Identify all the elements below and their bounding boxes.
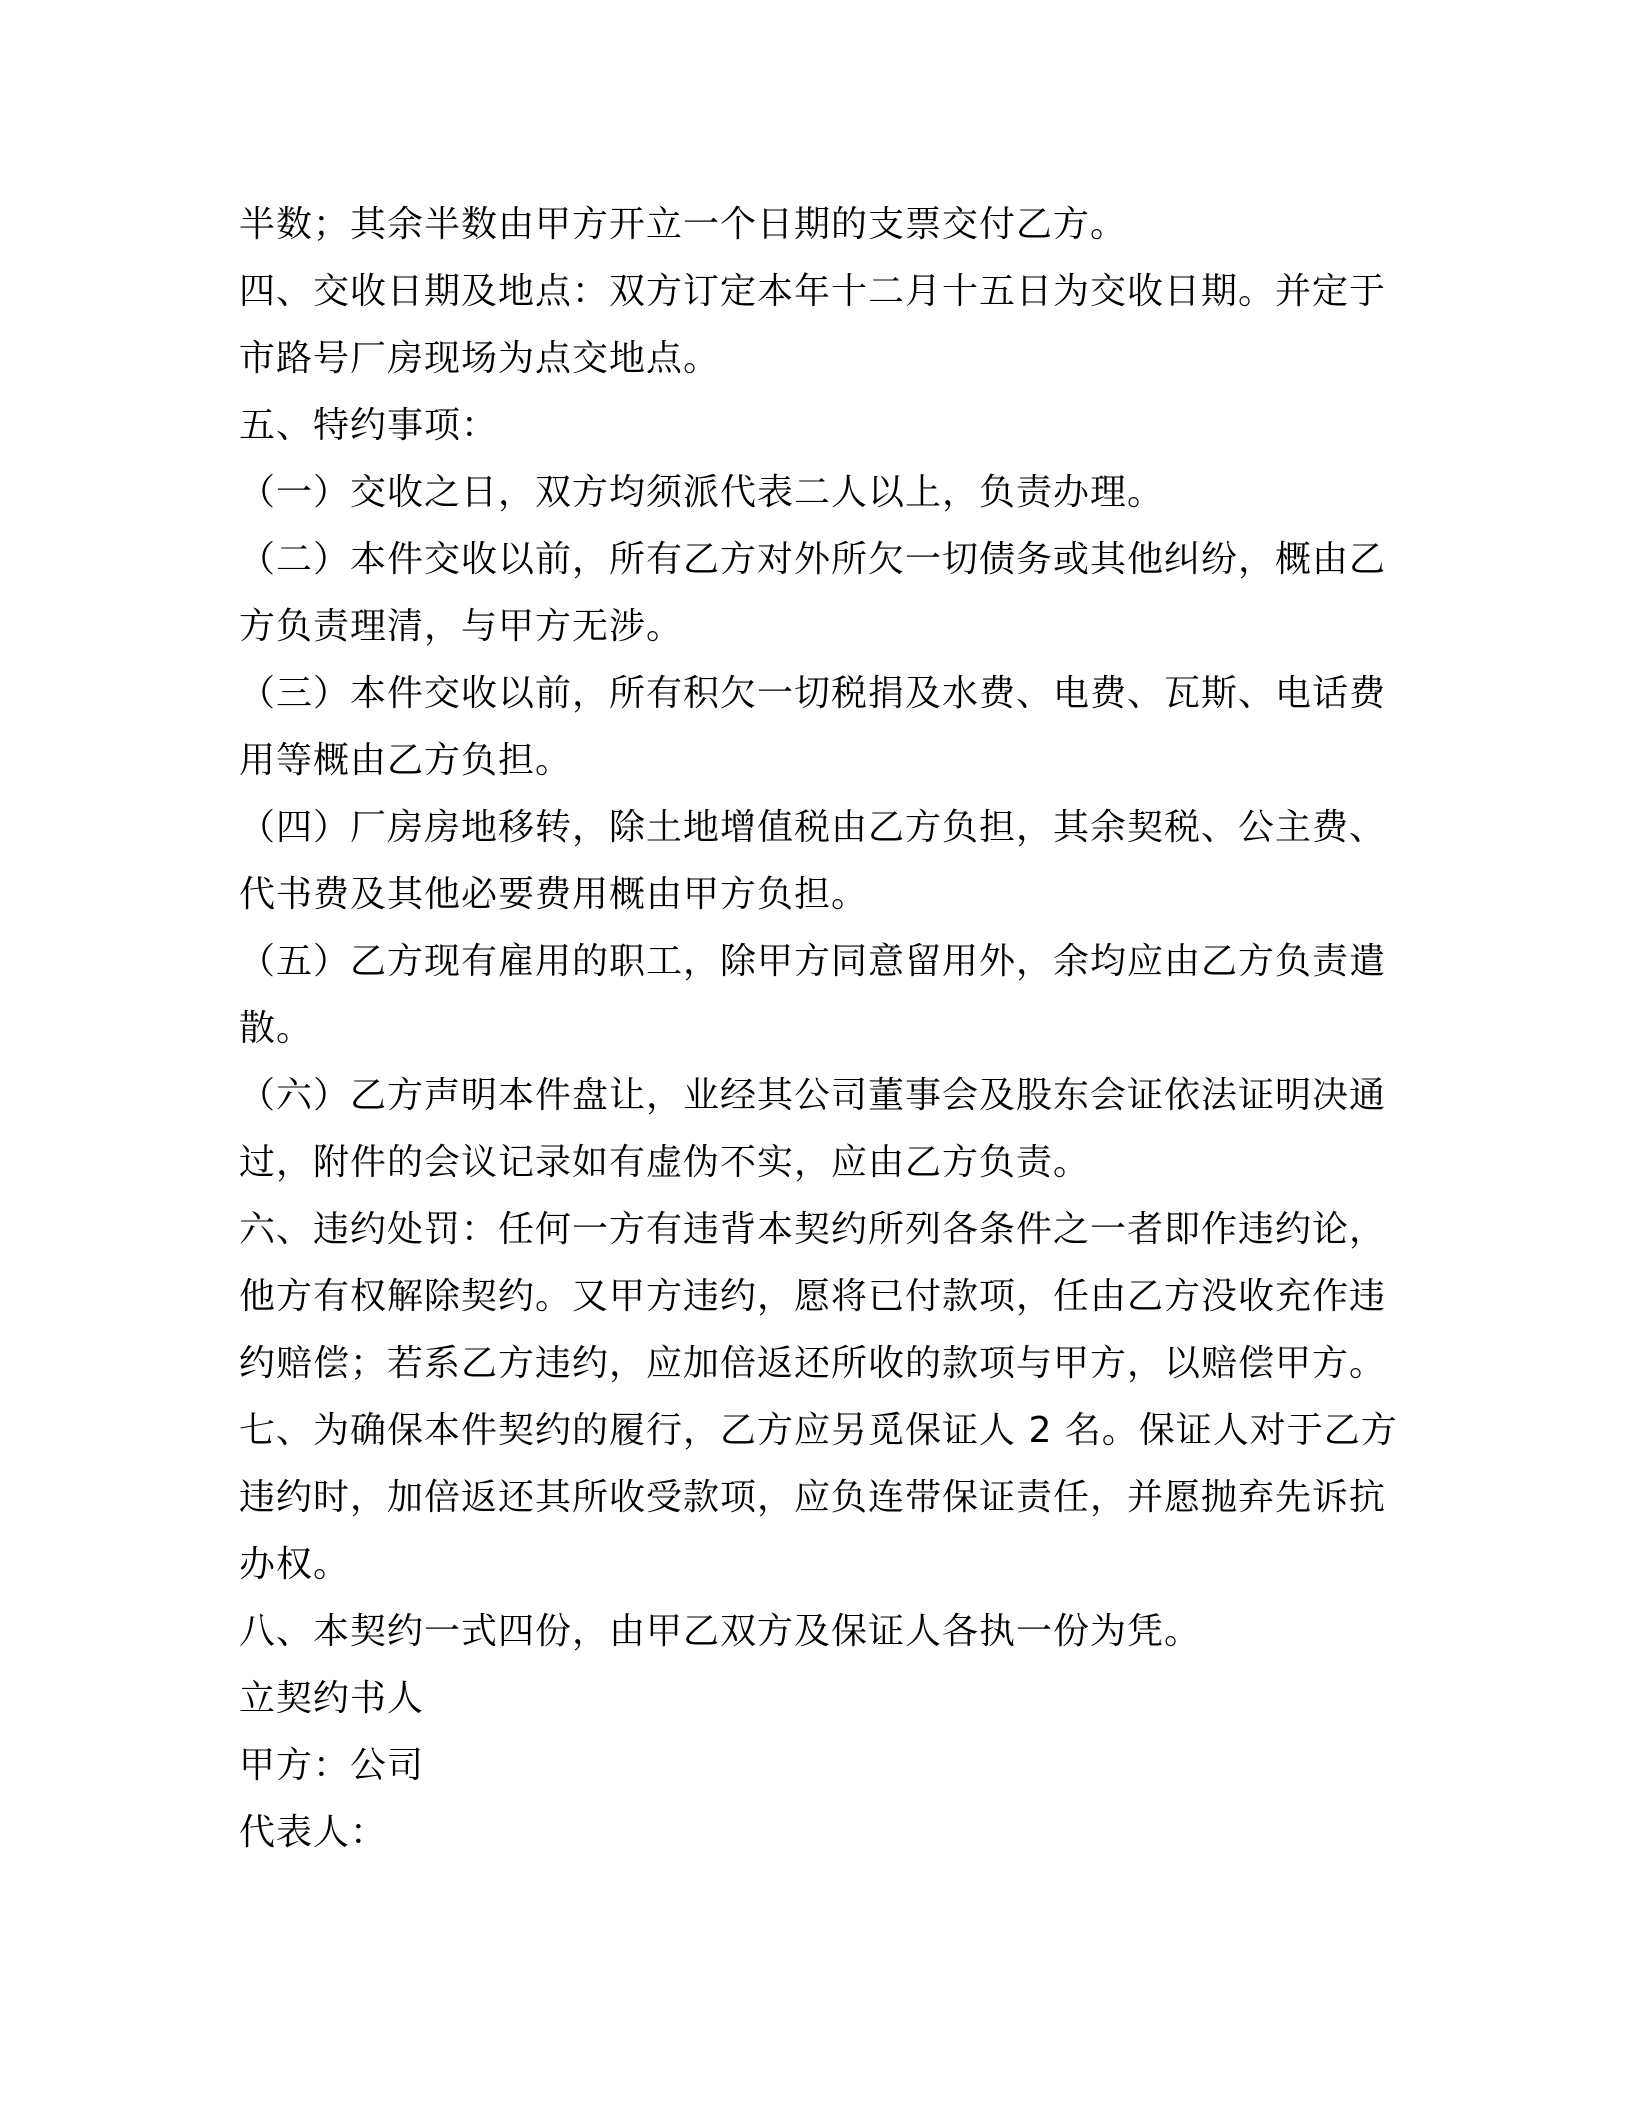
text-line: 约赔偿；若系乙方违约，应加倍返还所收的款项与甲方，以赔偿甲方。 <box>239 1343 1387 1384</box>
contract-body <box>239 191 1398 1866</box>
text-line: 方负责理清，与甲方无涉。 <box>239 606 684 647</box>
text-line: （四）厂房房地移转，除土地增值税由乙方负担，其余契税、公主费、 <box>239 807 1387 848</box>
text-line: （五）乙方现有雇用的职工，除甲方同意留用外，余均应由乙方负责遣 <box>239 941 1387 982</box>
text-line: 八、本契约一式四份，由甲乙双方及保证人各执一份为凭。 <box>239 1611 1202 1652</box>
representative-line: 代表人： <box>239 1812 388 1853</box>
text-line: 违约时，加倍返还其所收受款项，应负连带保证责任，并愿抛弃先诉抗 <box>239 1477 1387 1518</box>
text-line: 他方有权解除契约。又甲方违约，愿将已付款项，任由乙方没收充作违 <box>239 1276 1387 1317</box>
text-line: 六、违约处罚：任何一方有违背本契约所列各条件之一者即作违约论， <box>239 1209 1387 1250</box>
party-a-line: 甲方：公司 <box>239 1745 425 1786</box>
text-line: 过，附件的会议记录如有虚伪不实，应由乙方负责。 <box>239 1142 1091 1183</box>
text-line: 市路号厂房现场为点交地点。 <box>239 338 721 379</box>
text-line: 半数；其余半数由甲方开立一个日期的支票交付乙方。 <box>239 204 1128 245</box>
text-line: （六）乙方声明本件盘让，业经其公司董事会及股东会证依法证明决通 <box>239 1075 1387 1116</box>
text-line: 用等概由乙方负担。 <box>239 740 573 781</box>
text-line: 四、交收日期及地点：双方订定本年十二月十五日为交收日期。并定于 <box>239 271 1387 312</box>
text-line: 代书费及其他必要费用概由甲方负担。 <box>239 874 869 915</box>
text-line: 散。 <box>239 1008 314 1049</box>
text-line: （二）本件交收以前，所有乙方对外所欠一切债务或其他纠纷，概由乙 <box>239 539 1387 580</box>
text-line: 办权。 <box>239 1544 351 1585</box>
section-heading: 五、特约事项： <box>239 405 499 446</box>
text-line: （三）本件交收以前，所有积欠一切税捐及水费、电费、瓦斯、电话费 <box>239 673 1387 714</box>
text-line: 七、为确保本件契约的履行，乙方应另觅保证人 2 名。保证人对于乙方 <box>239 1410 1398 1451</box>
text-line: （一）交收之日，双方均须派代表二人以上，负责办理。 <box>239 472 1165 513</box>
signatory-heading: 立契约书人 <box>239 1678 425 1719</box>
